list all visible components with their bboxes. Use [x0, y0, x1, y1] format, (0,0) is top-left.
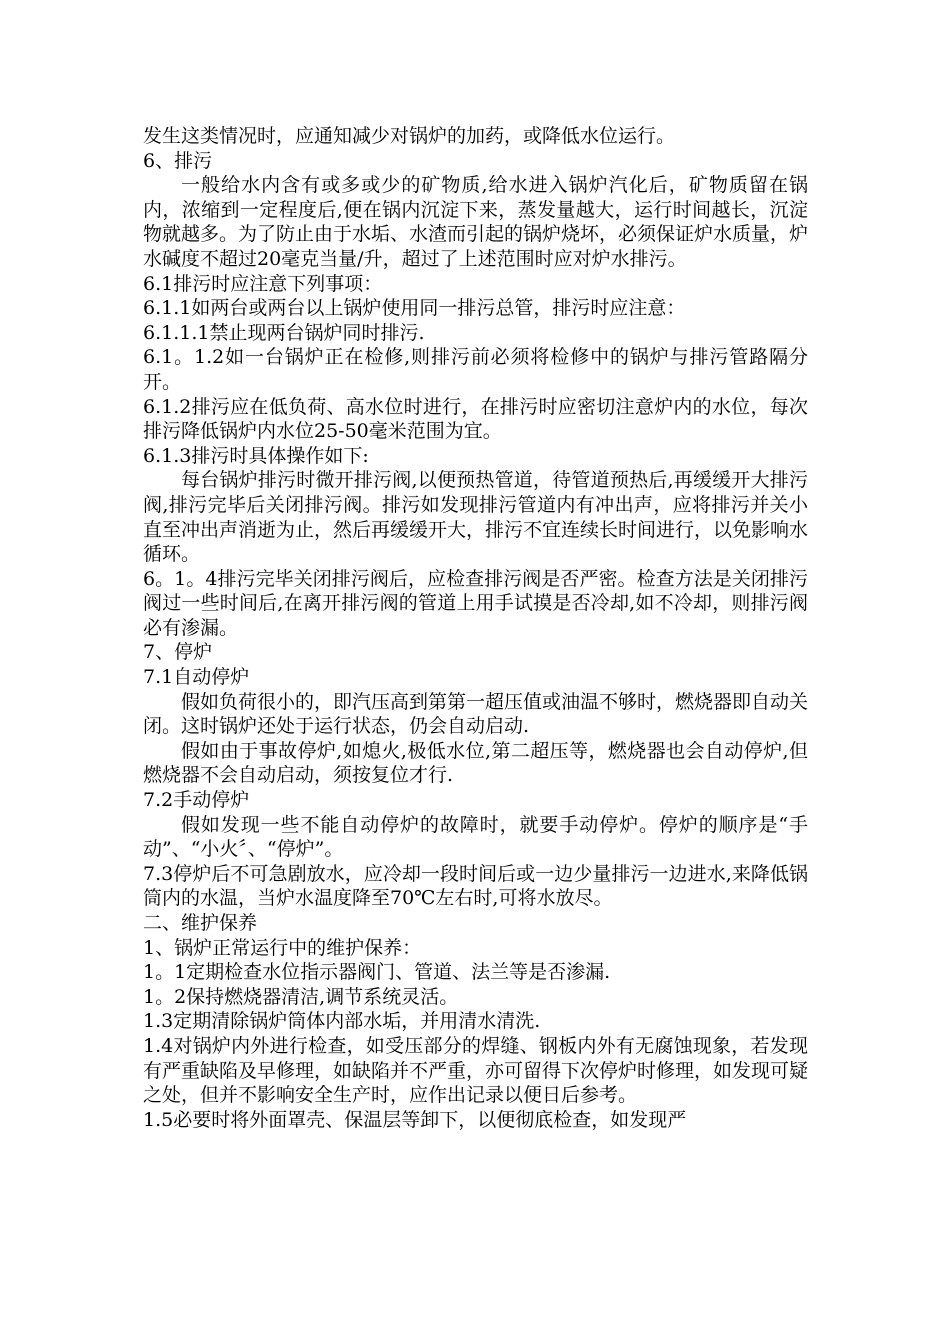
paragraph: 1。1定期检查水位指示器阀门、管道、法兰等是否渗漏.: [143, 961, 611, 984]
paragraph: 1.4对锅炉内外进行检查，如受压部分的焊缝、钢板内外有无腐蚀现象，若发现有严重缺陷及早修理，如缺陷并不严重，亦可留得下次停炉时修理，如发现可疑之处，但并不影响安全生产时，应作出记录以便日后参考。: [143, 1034, 809, 1107]
paragraph: 6。1。4排污完毕关闭排污阀后，应检查排污阀是否严密。检查方法是关闭排污阀过一些时间后,在离开排污阀的管道上用手试摸是否冷却,如不冷却，则排污阀必有渗漏。: [143, 567, 808, 639]
paragraph: 7、停炉: [143, 641, 213, 664]
paragraph: 6.1。1.2如一台锅炉正在检修,则排污前必须将检修中的锅炉与排污管路隔分开。: [143, 346, 808, 393]
paragraph: 6、排污: [143, 149, 213, 172]
paragraph: 7.2手动停炉: [143, 789, 250, 812]
paragraph: 假如发现一些不能自动停炉的故障时，就要手动停炉。停炉的顺序是“手动”、“小火〞、“停炉”。: [143, 813, 808, 861]
paragraph: 1.3定期清除锅炉筒体内部水垢，并用清水清洗.: [143, 1010, 541, 1033]
paragraph: 1。2保持燃烧器清洁,调节系统灵活。: [143, 985, 459, 1008]
paragraph: 发生这类情况时，应通知减少对锅炉的加药，或降低水位运行。: [143, 125, 676, 147]
document-page: [143, 124, 808, 1132]
paragraph: 6.1.2排污应在低负荷、高水位时进行，在排污时应密切注意炉内的水位，每次排污降低锅炉内水位25-50毫米范围为宜。: [143, 395, 808, 443]
paragraph: 6.1.1.1禁止现两台锅炉同时排污.: [143, 321, 425, 344]
paragraph: 二、维护保养: [143, 912, 258, 934]
paragraph: 假如负荷很小的，即汽压高到第第一超压值或油温不够时，燃烧器即自动关闭。这时锅炉还处于运行状态，仍会自动启动.: [143, 690, 809, 738]
paragraph: 假如由于事故停炉,如熄火,极低水位,第二超压等，燃烧器也会自动停炉,但燃烧器不会自动启动，须按复位才行.: [143, 739, 808, 787]
paragraph: 一般给水内含有或多或少的矿物质,给水进入锅炉汽化后，矿物质留在锅内，浓缩到一定程度后,便在锅内沉淀下来，蒸发量越大，运行时间越长，沉淀物就越多。为了防止由于水垢、水渣而引起的锅炉烧坏，必须保证炉水质量，炉水碱度不超过20毫克当量/升，超过了上述范围时应对炉水排污。: [143, 174, 809, 270]
paragraph: 每台锅炉排污时微开排污阀,以便预热管道，待管道预热后,再缓缓开大排污阀,排污完毕后关闭排污阀。排污如发现排污管道内有冲出声，应将排污并关小直至冲出声消逝为止，然后再缓缓开大，排污不宜连续长时间进行，以免影响水循环。: [143, 469, 809, 566]
paragraph: 6.1.1如两台或两台以上锅炉使用同一排污总管，排污时应注意：: [143, 297, 686, 320]
paragraph: 6.1排污时应注意下列事项：: [143, 272, 383, 295]
paragraph: 6.1.3排污时具体操作如下:: [143, 444, 369, 467]
paragraph: 1.5必要时将外面罩壳、保温层等卸下，以便彻底检查，如发现严: [143, 1108, 687, 1131]
paragraph: 7.3停炉后不可急剧放水，应冷却一段时间后或一边少量排污一边进水,来降低锅筒内的水温，当炉水温度降至70℃左右时,可将水放尽。: [143, 862, 808, 910]
paragraph: 1、锅炉正常运行中的维护保养：: [143, 936, 422, 959]
paragraph: 7.1自动停炉: [143, 666, 250, 689]
